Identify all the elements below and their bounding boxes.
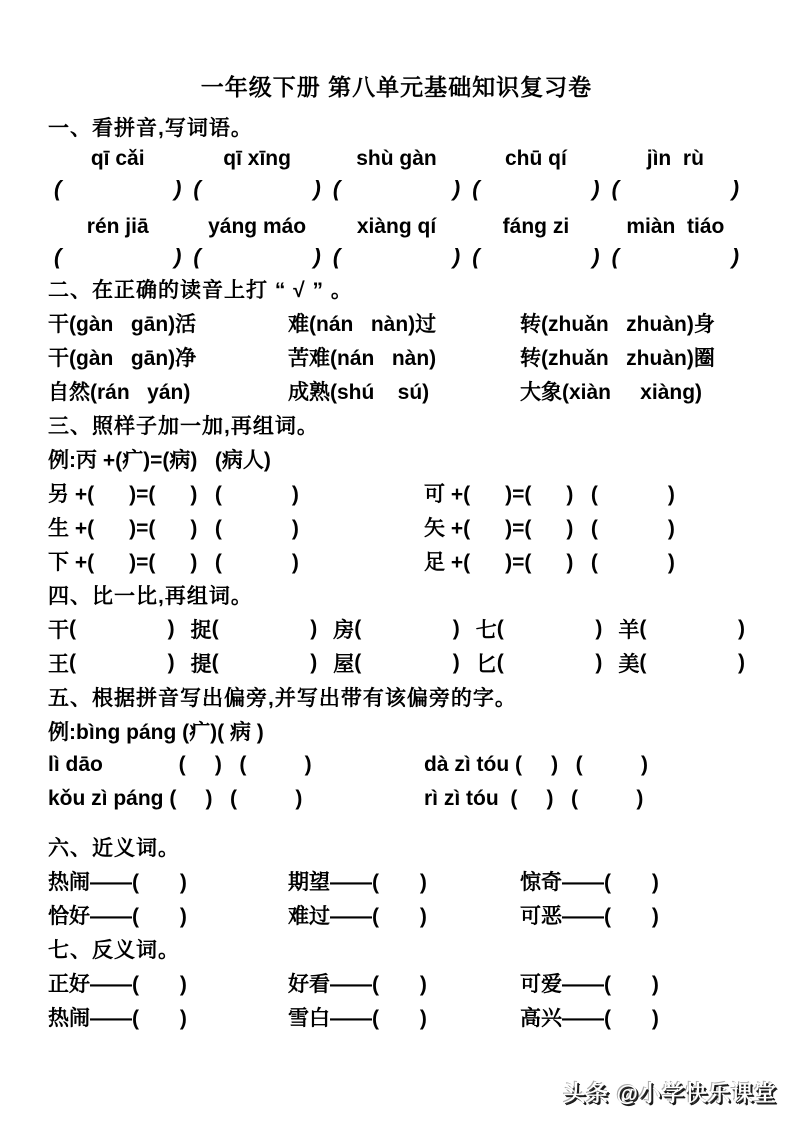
antonym-item: 雪白——( ) (288, 1007, 427, 1030)
radical-pinyin-item: rì zì tóu ( ) ( ) (424, 787, 644, 810)
close-paren: ) (592, 244, 600, 269)
hanzi: 七 (475, 619, 497, 642)
section6-header: 六、近义词。 (48, 837, 180, 860)
reading-choice: 大象(xiàn xiàng) (520, 381, 703, 404)
toutiao-watermark: 头条 @小学快乐课堂 (563, 1081, 777, 1106)
section6-row (48, 898, 745, 932)
hanzi: 房 (333, 619, 355, 642)
answer-blank (606, 176, 745, 202)
answer-blank (327, 176, 466, 202)
antonym-item: 正好——( ) (48, 973, 187, 996)
open-paren: ( (354, 617, 362, 640)
compare-word-item (476, 614, 603, 644)
synonym-item: 热闹——( ) (48, 871, 187, 894)
add-radical-item: 生 +( )=( ) ( ) (48, 517, 299, 540)
close-paren: ) (167, 651, 175, 674)
answer-blank (187, 244, 326, 270)
add-radical-item: 下 +( )=( ) ( ) (48, 551, 299, 574)
add-radical-item: 另 +( )=( ) ( ) (48, 483, 299, 506)
section4-row (48, 612, 745, 646)
close-paren: ) (731, 244, 740, 269)
add-radical-item: 矢 +( )=( ) ( ) (424, 517, 675, 540)
pinyin-word: shù gàn (356, 147, 437, 170)
page-title: 一年级下册 第八单元基础知识复习卷 (200, 74, 593, 100)
pinyin-word: qī xīng (223, 147, 291, 170)
open-paren: ( (639, 617, 647, 640)
section1-pinyin-row-1 (48, 144, 745, 174)
answer-blank (466, 244, 605, 270)
section5-header: 五、根据拼音写出偏旁,并写出带有该偏旁的字。 (48, 687, 517, 710)
close-paren: ) (174, 244, 182, 269)
reading-choice: 自然(rán yán) (48, 381, 191, 404)
section3-example: 例:丙 +(疒)=(病) (病人) (48, 449, 271, 472)
open-paren: ( (332, 244, 341, 269)
hanzi: 王 (48, 653, 69, 676)
open-paren: ( (496, 651, 504, 674)
section7-row (48, 966, 745, 1000)
pinyin-word: chū qí (505, 147, 567, 170)
synonym-item: 难过——( ) (288, 905, 427, 928)
synonym-item: 可恶——( ) (520, 905, 659, 928)
reading-choice: 成熟(shú sú) (288, 381, 430, 404)
close-paren: ) (310, 617, 318, 640)
reading-choice: 苦难(nán nàn) (288, 347, 437, 370)
close-paren: ) (595, 651, 603, 674)
open-paren: ( (211, 651, 219, 674)
antonym-item: 热闹——( ) (48, 1007, 187, 1030)
open-paren: ( (611, 244, 619, 269)
reading-choice: 难(nán nàn)过 (288, 313, 437, 336)
section2-header: 二、在正确的读音上打 “ √ ” 。 (48, 279, 353, 302)
open-paren: ( (211, 617, 219, 640)
section7-row (48, 1000, 745, 1034)
section3-row (48, 476, 745, 510)
close-paren: ) (313, 244, 321, 269)
pinyin-word: rén jiā (86, 215, 149, 238)
pinyin-word: jìn rù (646, 147, 704, 170)
pinyin-word: fáng zi (502, 215, 570, 238)
compare-word-item (618, 614, 745, 644)
hanzi: 屋 (333, 653, 355, 676)
pinyin-word: miàn tiáo (626, 215, 725, 238)
synonym-item: 期望——( ) (288, 871, 427, 894)
section5-row (48, 748, 745, 782)
section5-example: 例:bìng páng (疒)( 病 ) (48, 721, 264, 744)
open-paren: ( (496, 617, 504, 640)
close-paren: ) (310, 651, 318, 674)
open-paren: ( (54, 244, 62, 269)
close-paren: ) (737, 617, 745, 640)
answer-blank (466, 176, 605, 202)
compare-word-item (333, 614, 460, 644)
pinyin-word: qī cǎi (90, 147, 145, 170)
antonym-item: 高兴——( ) (520, 1007, 659, 1030)
close-paren: ) (595, 617, 603, 640)
section4-row (48, 646, 745, 680)
reading-choice: 干(gàn gān)活 (48, 313, 197, 336)
compare-word-item (48, 648, 175, 678)
add-radical-item: 足 +( )=( ) ( ) (424, 551, 675, 574)
open-paren: ( (193, 244, 201, 269)
pinyin-word: xiàng qí (356, 215, 437, 238)
radical-pinyin-item: kǒu zì páng ( ) ( ) (48, 787, 303, 810)
section1-answer-blank-row-1 (48, 174, 745, 204)
answer-blank (48, 244, 187, 270)
hanzi: 羊 (618, 619, 640, 642)
radical-pinyin-item: lì dāo ( ) ( ) (48, 753, 312, 776)
close-paren: ) (452, 617, 460, 640)
section2-row (48, 340, 745, 374)
open-paren: ( (354, 651, 362, 674)
answer-blank (606, 244, 745, 270)
section6-row (48, 864, 745, 898)
close-paren: ) (174, 176, 182, 201)
compare-word-item (191, 614, 318, 644)
hanzi: 匕 (475, 653, 497, 676)
answer-blank (187, 176, 326, 202)
compare-word-item (618, 648, 745, 678)
section2-row (48, 306, 745, 340)
section3-row (48, 510, 745, 544)
answer-blank (327, 244, 466, 270)
add-radical-item: 可 +( )=( ) ( ) (424, 483, 675, 506)
antonym-item: 好看——( ) (288, 973, 427, 996)
synonym-item: 恰好——( ) (48, 905, 187, 928)
open-paren: ( (332, 176, 341, 201)
hanzi: 捉 (190, 619, 212, 642)
compare-word-item (333, 648, 460, 678)
section4-header: 四、比一比,再组词。 (48, 585, 253, 608)
answer-blank (48, 176, 187, 202)
close-paren: ) (592, 176, 600, 201)
compare-word-item (48, 614, 175, 644)
open-paren: ( (193, 176, 201, 201)
hanzi: 提 (190, 653, 212, 676)
section1-answer-blank-row-2 (48, 242, 745, 272)
close-paren: ) (313, 176, 321, 201)
close-paren: ) (167, 617, 175, 640)
compare-word-item (476, 648, 603, 678)
open-paren: ( (54, 176, 62, 201)
open-paren: ( (611, 176, 619, 201)
reading-choice: 转(zhuǎn zhuàn)圈 (520, 347, 715, 370)
section5-row (48, 782, 745, 816)
open-paren: ( (69, 617, 76, 640)
close-paren: ) (737, 651, 745, 674)
close-paren: ) (452, 651, 460, 674)
section3-header: 三、照样子加一加,再组词。 (48, 415, 319, 438)
pinyin-word: yáng máo (208, 215, 307, 238)
synonym-item: 惊奇——( ) (520, 871, 659, 894)
open-paren: ( (639, 651, 647, 674)
section3-row (48, 544, 745, 578)
section1-pinyin-row-2 (48, 212, 745, 242)
radical-pinyin-item: dà zì tóu ( ) ( ) (424, 753, 648, 776)
open-paren: ( (69, 651, 76, 674)
section7-header: 七、反义词。 (48, 939, 180, 962)
hanzi: 干 (48, 619, 69, 642)
close-paren: ) (452, 176, 461, 201)
reading-choice: 转(zhuǎn zhuàn)身 (520, 313, 715, 336)
compare-word-item (191, 648, 318, 678)
open-paren: ( (472, 176, 480, 201)
section2-row (48, 374, 745, 408)
open-paren: ( (472, 244, 480, 269)
hanzi: 美 (618, 653, 640, 676)
section1-header: 一、看拼音,写词语。 (48, 117, 253, 140)
reading-choice: 干(gàn gān)净 (48, 347, 197, 370)
antonym-item: 可爱——( ) (520, 973, 659, 996)
close-paren: ) (452, 244, 461, 269)
close-paren: ) (731, 176, 740, 201)
